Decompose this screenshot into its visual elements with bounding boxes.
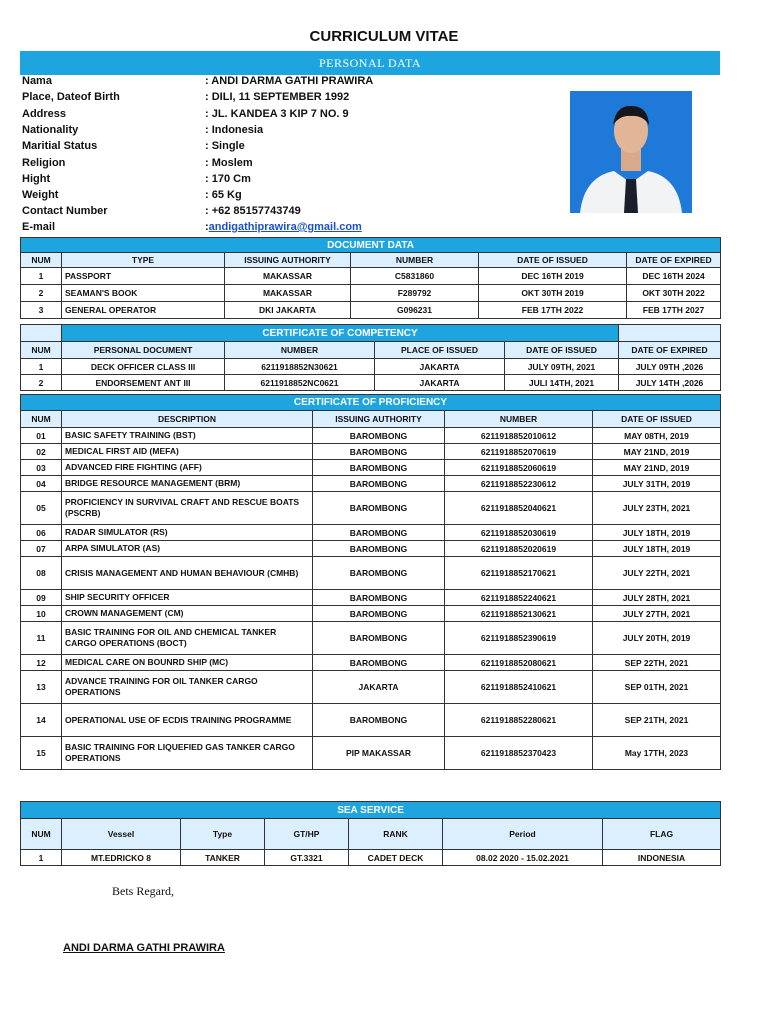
section-header-row [21,325,721,342]
table-cell: CROWN MANAGEMENT (CM) [62,606,313,622]
table-cell: CRISIS MANAGEMENT AND HUMAN BEHAVIOUR (CMHB) [62,557,313,590]
personal-data-value: : Single [205,140,245,153]
table-cell: 6211918852010612 [445,428,593,444]
table-cell: 09 [21,590,62,606]
table-cell: 6211918852040621 [445,492,593,525]
table-cell: 2 [21,285,62,302]
table-cell: 13 [21,671,62,704]
table-cell: ADVANCED FIRE FIGHTING (AFF) [62,460,313,476]
table-cell: JULY 27TH, 2021 [593,606,721,622]
table-cell: FEB 17TH 2022 [479,302,627,319]
table-row [21,525,721,541]
table-cell: BAROMBONG [313,476,445,492]
table-cell: 04 [21,476,62,492]
certificate-of-proficiency-table [20,394,721,770]
table-cell: GENERAL OPERATOR [62,302,225,319]
table-cell: SEP 01TH, 2021 [593,671,721,704]
table-cell: SEP 21TH, 2021 [593,704,721,737]
table-cell: G096231 [351,302,479,319]
table-row [21,557,721,590]
table-cell: DECK OFFICER CLASS III [62,359,225,375]
table-cell: BAROMBONG [313,525,445,541]
table-row [21,428,721,444]
table-cell: MAY 08TH, 2019 [593,428,721,444]
personal-data-label: Weight [22,189,59,202]
table-cell: F289792 [351,285,479,302]
table-cell: ENDORSEMENT ANT III [62,375,225,391]
table-cell: JULY 28TH, 2021 [593,590,721,606]
table-cell: JAKARTA [375,375,505,391]
regards-text: Bets Regard, [112,884,174,898]
table-row [21,476,721,492]
personal-data-value: : +62 85157743749 [205,205,301,218]
table-cell: JULY 23TH, 2021 [593,492,721,525]
table-cell: OKT 30TH 2022 [627,285,721,302]
column-header: PLACE OF ISSUED [375,342,505,359]
table-cell: 6211918852N30621 [225,359,375,375]
table-cell: BAROMBONG [313,444,445,460]
table-cell: 6211918852130621 [445,606,593,622]
column-header: NUMBER [445,411,593,428]
table-cell: MEDICAL CARE ON BOUNRD SHIP (MC) [62,655,313,671]
table-row [21,460,721,476]
table-cell: JULY 31TH, 2019 [593,476,721,492]
table-cell: 6211918852370423 [445,737,593,770]
section-header-row [21,395,721,411]
personal-data-value: : 65 Kg [205,189,242,202]
table-row [21,704,721,737]
table-cell: 1 [21,359,62,375]
table-cell: 11 [21,622,62,655]
table-cell: CADET DECK [349,850,443,866]
table-row [21,541,721,557]
table-cell: 6211918852410621 [445,671,593,704]
column-header: DATE OF ISSUED [479,253,627,268]
table-row [21,492,721,525]
email-link[interactable]: andigathiprawira@gmail.com [208,221,362,233]
table-cell: MEDICAL FIRST AID (MEFA) [62,444,313,460]
column-header: Vessel [62,819,181,850]
table-row [21,655,721,671]
table-cell: BASIC TRAINING FOR OIL AND CHEMICAL TANKER CARGO OPERATIONS (BOCT) [62,622,313,655]
table-cell: JULY 18TH, 2019 [593,525,721,541]
table-cell: BAROMBONG [313,541,445,557]
table-cell: FEB 17TH 2027 [627,302,721,319]
column-header: ISSUING AUTHORITY [313,411,445,428]
table-cell: JULY 22TH, 2021 [593,557,721,590]
table-cell: DKI JAKARTA [225,302,351,319]
email-prefix: : [205,221,209,233]
table-cell: MAKASSAR [225,268,351,285]
table-row [21,444,721,460]
column-header-row [21,411,721,428]
personal-data-value: : 170 Cm [205,172,251,185]
table-cell: 6211918852280621 [445,704,593,737]
table-cell: 06 [21,525,62,541]
table-cell: 07 [21,541,62,557]
table-cell: 08 [21,557,62,590]
personal-data-label: Hight [22,172,51,185]
column-header: NUMBER [225,342,375,359]
table-cell: MAY 21ND, 2019 [593,444,721,460]
table-cell: PROFICIENCY IN SURVIVAL CRAFT AND RESCUE BOATS (PSCRB) [62,492,313,525]
personal-data-value: : Moslem [205,156,253,169]
section-header-title: SEA SERVICE [21,802,721,819]
table-cell: BAROMBONG [313,704,445,737]
table-cell: 01 [21,428,62,444]
table-cell: 6211918852020619 [445,541,593,557]
table-cell: MAY 21ND, 2019 [593,460,721,476]
personal-data-label: Place, Dateof Birth [22,91,120,104]
table-cell: BAROMBONG [313,557,445,590]
certificate-of-competency-table [20,324,721,391]
column-header: NUMBER [351,253,479,268]
column-header-row [21,819,721,850]
table-row [21,268,721,285]
table-cell: JAKARTA [313,671,445,704]
table-cell: JAKARTA [375,359,505,375]
column-header: DESCRIPTION [62,411,313,428]
table-cell: GT.3321 [265,850,349,866]
table-cell: 08.02 2020 - 15.02.2021 [443,850,603,866]
section-header-row [21,238,721,253]
table-cell: SHIP SECURITY OFFICER [62,590,313,606]
table-row [21,302,721,319]
table-cell: 03 [21,460,62,476]
table-row [21,737,721,770]
email-label: E-mail [22,221,56,233]
table-cell: BAROMBONG [313,460,445,476]
person-photo [570,91,692,213]
table-cell: May 17TH, 2023 [593,737,721,770]
table-cell: C5831860 [351,268,479,285]
table-cell: SEP 22TH, 2021 [593,655,721,671]
table-cell: JULY 09TH, 2021 [505,359,619,375]
personal-data-label: Nama [22,75,52,87]
column-header: RANK [349,819,443,850]
table-row [21,285,721,302]
table-cell: 6211918852060619 [445,460,593,476]
table-cell: 6211918852240621 [445,590,593,606]
table-cell: BAROMBONG [313,428,445,444]
table-cell: 10 [21,606,62,622]
column-header: PERSONAL DOCUMENT [62,342,225,359]
table-cell: 15 [21,737,62,770]
table-cell: 6211918852230612 [445,476,593,492]
section-header-blank [21,325,62,342]
table-cell: BASIC TRAINING FOR LIQUEFIED GAS TANKER CARGO OPERATIONS [62,737,313,770]
column-header: ISSUING AUTHORITY [225,253,351,268]
table-cell: 3 [21,302,62,319]
personal-data-label: Religion [22,156,66,169]
sea-service-table [20,801,721,866]
table-cell: RADAR SIMULATOR (RS) [62,525,313,541]
table-cell: JULI 14TH, 2021 [505,375,619,391]
table-cell: 6211918852080621 [445,655,593,671]
table-cell: BAROMBONG [313,492,445,525]
section-header-blank [619,325,721,342]
table-cell: 6211918852170621 [445,557,593,590]
table-cell: 6211918852390619 [445,622,593,655]
column-header: TYPE [62,253,225,268]
table-row [21,622,721,655]
personal-data-label: Nationality [22,123,79,136]
column-header: NUM [21,819,62,850]
document-data-table [20,237,721,319]
table-cell: DEC 16TH 2019 [479,268,627,285]
column-header: DATE OF ISSUED [505,342,619,359]
table-row [21,590,721,606]
column-header: DATE OF ISSUED [593,411,721,428]
table-cell: INDONESIA [603,850,721,866]
table-cell: ADVANCE TRAINING FOR OIL TANKER CARGO OPERATIONS [62,671,313,704]
table-cell: BASIC SAFETY TRAINING (BST) [62,428,313,444]
table-cell: JULY 20TH, 2019 [593,622,721,655]
column-header: FLAG [603,819,721,850]
table-cell: PASSPORT [62,268,225,285]
personal-data-value: : JL. KANDEA 3 KIP 7 NO. 9 [205,107,349,120]
table-cell: SEAMAN'S BOOK [62,285,225,302]
table-row [21,850,721,866]
table-cell: 05 [21,492,62,525]
table-cell: BAROMBONG [313,622,445,655]
personal-data-label: Maritial Status [22,140,98,153]
table-cell: ARPA SIMULATOR (AS) [62,541,313,557]
page-title: CURRICULUM VITAE [309,28,459,45]
table-cell: 6211918852070619 [445,444,593,460]
table-cell: 6211918852NC0621 [225,375,375,391]
column-header-row [21,342,721,359]
section-header-title: CERTIFICATE OF COMPETENCY [62,325,619,342]
column-header: Type [181,819,265,850]
table-row [21,359,721,375]
column-header: Period [443,819,603,850]
table-cell: PIP MAKASSAR [313,737,445,770]
column-header: DATE OF EXPIRED [627,253,721,268]
table-row [21,671,721,704]
table-cell: 2 [21,375,62,391]
table-cell: 12 [21,655,62,671]
personal-data-header: PERSONAL DATA [20,51,720,75]
table-cell: JULY 18TH, 2019 [593,541,721,557]
personal-data-value: : Indonesia [205,123,264,136]
table-cell: BAROMBONG [313,606,445,622]
personal-data-label: Contact Number [22,205,108,218]
table-cell: BAROMBONG [313,655,445,671]
person-photo-icon [570,91,692,213]
table-cell: BRIDGE RESOURCE MANAGEMENT (BRM) [62,476,313,492]
section-header-row [21,802,721,819]
table-row [21,606,721,622]
personal-data-value: : ANDI DARMA GATHI PRAWIRA [205,75,374,87]
table-cell: 6211918852030619 [445,525,593,541]
personal-data-value: : DILI, 11 SEPTEMBER 1992 [205,91,350,104]
table-cell: 1 [21,850,62,866]
section-header-title: DOCUMENT DATA [21,238,721,253]
column-header: GT/HP [265,819,349,850]
table-cell: JULY 09TH ,2026 [619,359,721,375]
table-cell: 02 [21,444,62,460]
table-cell: 14 [21,704,62,737]
signature-name: ANDI DARMA GATHI PRAWIRA [63,942,225,954]
table-cell: JULY 14TH ,2026 [619,375,721,391]
email-value [205,221,545,233]
table-cell: BAROMBONG [313,590,445,606]
table-cell: DEC 16TH 2024 [627,268,721,285]
table-cell: OKT 30TH 2019 [479,285,627,302]
column-header: NUM [21,253,62,268]
section-header-title: CERTIFICATE OF PROFICIENCY [21,395,721,411]
table-cell: MAKASSAR [225,285,351,302]
table-cell: MT.EDRICKO 8 [62,850,181,866]
table-cell: 1 [21,268,62,285]
column-header: NUM [21,411,62,428]
personal-data-label: Address [22,107,67,120]
table-row [21,375,721,391]
column-header: DATE OF EXPIRED [619,342,721,359]
table-cell: OPERATIONAL USE OF ECDIS TRAINING PROGRAMME [62,704,313,737]
table-cell: TANKER [181,850,265,866]
column-header: NUM [21,342,62,359]
column-header-row [21,253,721,268]
